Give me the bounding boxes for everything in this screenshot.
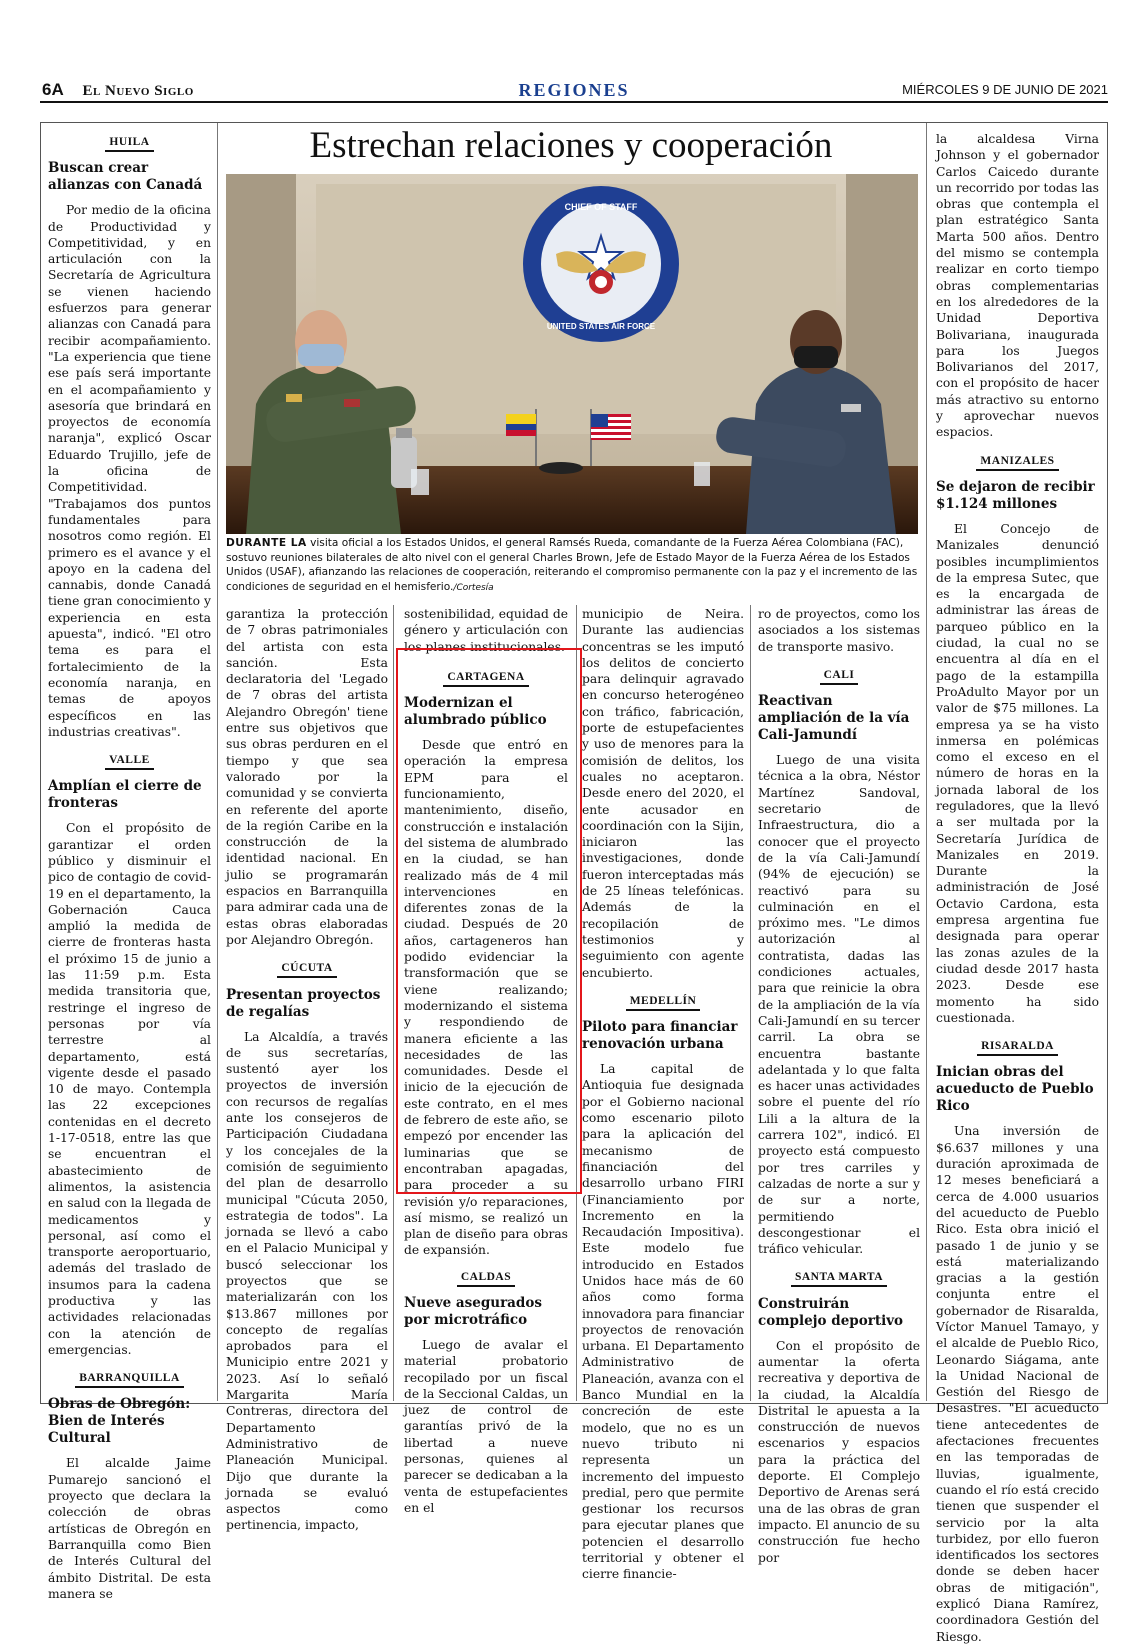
section-kicker-cali: CALI bbox=[758, 667, 920, 683]
section-kicker-valle: VALLE bbox=[48, 752, 211, 768]
article-body: Luego de avalar el material probatorio recopilado por un fiscal de la Seccional Caldas, un juez de control de garantías privó de la libertad a nueve personas, quienes al parecer se dedicaban a la venta de estupefacientes en el bbox=[404, 1337, 568, 1515]
column-2 bbox=[226, 606, 388, 1534]
main-headline: Estrechan relaciones y cooperación bbox=[309, 125, 833, 166]
header-rule bbox=[40, 101, 1108, 103]
column-divider bbox=[926, 123, 927, 1401]
column-4 bbox=[582, 606, 744, 1583]
section-title: REGIONES bbox=[518, 80, 630, 100]
column-5 bbox=[758, 606, 920, 1566]
article-headline: Inician obras del acueducto de Pueblo Rico bbox=[936, 1064, 1094, 1115]
section-kicker-cucuta: CÚCUTA bbox=[226, 960, 388, 976]
article-body-continued: garantiza la protección de 7 obras patrimoniales del artista con esta sanción. Esta declaratoria del 'Legado de 7 obras del artista Alejandro Obregón' tiene entre sus objetivos que sus obras perduren en el tiempo y que sea valorado por la comunidad y se convierta en referente del aporte de la región Caribe en la construcción de la identidad nacional. En julio se programarán espacios en Barranquilla para admirar cada una de estas obras elaboradas por Alejandro Obregón. bbox=[226, 607, 388, 947]
article-body: Por medio de la oficina de Productividad y Competitividad, y en articulación con la Secretaría de Agricultura se vienen haciendo esfuerzos para generar alianzas con Canadá para recibir acompañamiento. "La experiencia que tiene ese país será importante en el acompañamiento y asesoría que brindará en proyectos de economía naranja", explicó Oscar Eduardo Trujillo, jefe de la oficina de Competitividad. "Trabajamos dos puntos fundamentales para nosotros como región. El primero es el avance y el apoyo en la cadena del cannabis, donde Canadá tiene gran conocimiento y experiencia en esta apuesta", indicó. "El otro tema es para el fortalecimiento de la economía naranja, en temas de apoyos específicos en las industrias creativas". bbox=[48, 203, 211, 739]
article-body-continued: municipio de Neira. Durante las audiencias concentras se les imputó los delitos de concierto para delinquir agravado en concurso heterogéneo con tráfico, fabricación, porte de estupefacientes y uso de menores para la comisión de delitos, los cuales no aceptaron. Desde enero del 2020, el ente acusador en coordinación con la Sijin, iniciaron las investigaciones, donde fueron interceptadas más de 25 líneas telefónicas. Además de la recopilación de testimonios y seguimiento con agente encubierto. bbox=[582, 607, 744, 980]
article-headline: Amplían el cierre de fronteras bbox=[48, 778, 202, 812]
article-body: La capital de Antioquia fue designada por el Gobierno nacional como escenario piloto para la aplicación del mecanismo de financiación del desarrollo urbano FIRI (Financiamiento por Incremento en la Recaudación Impositiva). Este modelo fue introducido en Estados Unidos hace más de 60 años como forma innovadora para financiar proyectos de renovación urbana. El Departamento Administrativo de Planeación, avanza con el Banco Mundial en la concreción de este modelo, que no es un nuevo tributo ni representa un incremento del impuesto predial, pero que permite gestionar los recursos para ejecutar planes que potencien el desarrollo territorial y obtener el cierre financie- bbox=[582, 1062, 744, 1582]
section-kicker-risaralda: RISARALDA bbox=[936, 1038, 1099, 1054]
column-divider bbox=[750, 605, 751, 1401]
article-headline: Piloto para financiar renovación urbana bbox=[582, 1019, 738, 1053]
article-body: Con el propósito de aumentar la oferta recreativa y deportiva de la ciudad, la Alcaldía Distrital le apuesta a la construcción de nuevos escenarios y espacios para la práctica del deporte. El Complejo Deportivo de Arenas será una de las obras de gran impacto. El anuncio de su construcción fue hecho por bbox=[758, 1338, 920, 1565]
column-1 bbox=[48, 128, 211, 1602]
article-body: El alcalde Jaime Pumarejo sancionó el proyecto que declara la colección de obras artísticas de Obregón en Barranquilla como Bien de Interés Cultural del ámbito Distrital. De esta manera se bbox=[48, 1456, 211, 1601]
caption-text: visita oficial a los Estados Unidos, el general Ramsés Rueda, comandante de la Fuerza Aérea Colombiana (FAC), sostuvo reuniones bilaterales de alto nivel con el general Charles Brown, Jefe de Estado Mayor de la Fuerza Aérea de los Estados Unidos (USAF), afianzando las relaciones de cooperación, reiterando el compromiso permanente con la paz y el incremento de las condiciones de seguridad en el hemisferio. bbox=[226, 537, 918, 593]
article-body: El Concejo de Manizales denunció posibles incumplimientos de la empresa Sutec, que es la encargada de administrar las áreas de parqueo público en la ciudad, la cual no se encuentra al día en el pago de la estampilla ProAdulto Mayor por un valor de $75 millones. La empresa ya se ha visto inmersa en polémicas como el exceso en el número de horas en la jornada laboral de los reguladores, que la llevó a ser multada por la Secretaría Jurídica de Manizales en 2019. Durante la administración de José Octavio Cardona, esta empresa argentina fue designada para operar las zonas azules de la ciudad desde 2017 hasta 2023. Desde ese momento ha sido cuestionada. bbox=[936, 521, 1099, 1025]
column-divider bbox=[393, 605, 394, 1401]
article-body: Luego de una visita técnica a la obra, Néstor Martínez Sandoval, secretario de Infraestructura, dio a conocer que el proyecto de la vía Cali-Jamundí (94% de ejecución) se reactivó para su culminación en el próximo mes. "Le dimos autorización al contratista, dadas las condiciones actuales, para que reinicie la obra de la ampliación de la vía Cali-Jamundí en su tercer carril. La obra se encuentra bastante adelantada y lo que falta es hacer unas actividades sobre el puente del río Lili a la altura de la carrera 102", indicó. El proyecto está compuesto por tres carriles y calzadas de norte a sur y de sur a norte, permitiendo descongestionar el tráfico vehicular. bbox=[758, 753, 920, 1257]
article-headline: Nueve asegurados por microtráfico bbox=[404, 1294, 542, 1328]
newspaper-name: El Nuevo Siglo bbox=[82, 83, 194, 99]
article-headline: Presentan proyectos de regalías bbox=[226, 986, 381, 1020]
section-kicker-santa-marta: SANTA MARTA bbox=[758, 1269, 920, 1285]
section-kicker-caldas: CALDAS bbox=[404, 1269, 568, 1285]
photo-caption bbox=[226, 536, 918, 595]
column-6 bbox=[936, 131, 1099, 1645]
section-kicker-barranquilla: BARRANQUILLA bbox=[48, 1370, 211, 1386]
section-kicker-huila: HUILA bbox=[48, 134, 211, 150]
article-body-continued: la alcaldesa Virna Johnson y el gobernador Carlos Caicedo durante un recorrido por todas las obras que contempla el plan estratégico Santa Marta 500 años. Dentro del mismo se contempla realizar en corto tiempo obras complementarias en los alrededores de la Unidad Deportiva Bolivariana, inaugurada para los Juegos Bolivarianos del 2017, con el propósito de hacer más atractivo su entorno y aprovechar nuevos espacios. bbox=[936, 132, 1099, 440]
article-headline: Construirán complejo deportivo bbox=[758, 1295, 904, 1329]
photo-credit: /Cortesía bbox=[453, 582, 494, 593]
article-headline: Buscan crear alianzas con Canadá bbox=[48, 160, 203, 194]
article-body: La Alcaldía, a través de sus secretarías, sustentó ayer los proyectos de inversión con recursos de regalías ante los consejeros de Participación Ciudadana y los concejales de la comisión de seguimiento del plan de desarrollo municipal "Cúcuta 2050, estrategia de todos". La jornada se llevó a cabo en el Palacio Municipal y buscó seleccionar los proyectos que se materializarán con los $13.867 millones por concepto de regalías aprobados para el Municipio entre 2021 y 2023. Así lo señaló Margarita María Contreras, directora del Departamento Administrativo de Planeación Municipal. Dijo que durante la jornada se evaluó aspectos como pertinencia, impacto, bbox=[226, 1029, 388, 1533]
issue-date: MIÉRCOLES 9 DE JUNIO DE 2021 bbox=[902, 82, 1108, 97]
highlight-box bbox=[396, 648, 582, 1194]
article-body-continued: sostenibilidad, equidad de género y articulación con los planes institucionales. bbox=[404, 607, 568, 654]
meeting-photo-illustration bbox=[226, 174, 918, 534]
emblem-text-top: CHIEF OF STAFF bbox=[564, 202, 638, 212]
article-headline: Modernizan el alumbrado público bbox=[404, 695, 547, 729]
section-kicker-medellin: MEDELLÍN bbox=[582, 993, 744, 1009]
article-body: Desde que entró en operación la empresa EPM para el funcionamiento, mantenimiento, diseño, construcción e instalación del sistema de alumbrado en la ciudad, se han realizado más de 4 mil intervenciones en diferentes zonas de la ciudad. Después de 20 años, cartageneros han podido evidenciar la transformación que se viene realizando; modernizando el sistema y respondiendo de manera eficiente a las necesidades de las comunidades. Desde el inicio de la ejecución de este contrato, en el mes de febrero de este año, se empezó por encender las luminarias que se encontraban apagadas, para proceder a su revisión y/o reparaciones, así mismo, se realizó un plan de diseño para obras de expansión. bbox=[404, 738, 568, 1258]
article-headline: Se dejaron de recibir $1.124 millones bbox=[936, 478, 1095, 512]
article-headline: Reactivan ampliación de la vía Cali-Jamundí bbox=[758, 693, 910, 744]
emblem-text-bottom: UNITED STATES AIR FORCE bbox=[546, 322, 656, 331]
news-photo bbox=[226, 174, 918, 534]
article-headline: Obras de Obregón: Bien de Interés Cultural bbox=[48, 1396, 191, 1447]
article-body-continued: ro de proyectos, como los asociados a los sistemas de transporte masivo. bbox=[758, 607, 920, 654]
page-number: 6A bbox=[42, 80, 64, 99]
caption-lead: DURANTE LA bbox=[226, 537, 307, 549]
column-divider bbox=[217, 123, 218, 1401]
section-kicker-cartagena: CARTAGENA bbox=[404, 669, 568, 685]
emblem-icon bbox=[523, 186, 679, 342]
article-body: Una inversión de $6.637 millones y una duración aproximada de 12 meses beneficiará a cerca de 4.000 usuarios del acueducto de Pueblo Rico. Esta obra inició el pasado 1 de junio y se está materializando gracias a la gestión conjunta entre el gobernador de Risaralda, Víctor Manuel Tamayo, y el alcalde de Pueblo Rico, Leonardo Siágama, ante la Unidad Nacional de Gestión del Riesgo de Desastres. "El acueducto tiene antecedentes de afectaciones frecuentes en las temporadas de lluvias, igualmente, cuando el río está crecido tienen que suspender el servicio por la alta turbidez, por ello fueron identificados los sectores donde se deben hacer obras de mitigación", explicó Diana Ramírez, coordinadora Gestión del Riesgo. bbox=[936, 1124, 1099, 1644]
article-body: Con el propósito de garantizar el orden público y disminuir el pico de contagio de covid-19 en el departamento, la Gobernación Cauca amplió la medida de cierre de fronteras hasta el próximo 15 de junio a las 11:59 p.m. Esta medida transitoria que, restringe el ingreso de personas por vía terrestre al departamento, está vigente desde el pasado 10 de mayo. Contempla las 22 excepciones contenidas en el decreto 1-17-0518, entre las que se encuentran el abastecimiento de alimentos, la asistencia en salud con la llegada de medicamentos y personal, así como el transporte aeroportuario, además del traslado de insumos para la cadena productiva y las actividades relacionadas con la atención de emergencias. bbox=[48, 821, 211, 1357]
section-kicker-manizales: MANIZALES bbox=[936, 453, 1099, 469]
